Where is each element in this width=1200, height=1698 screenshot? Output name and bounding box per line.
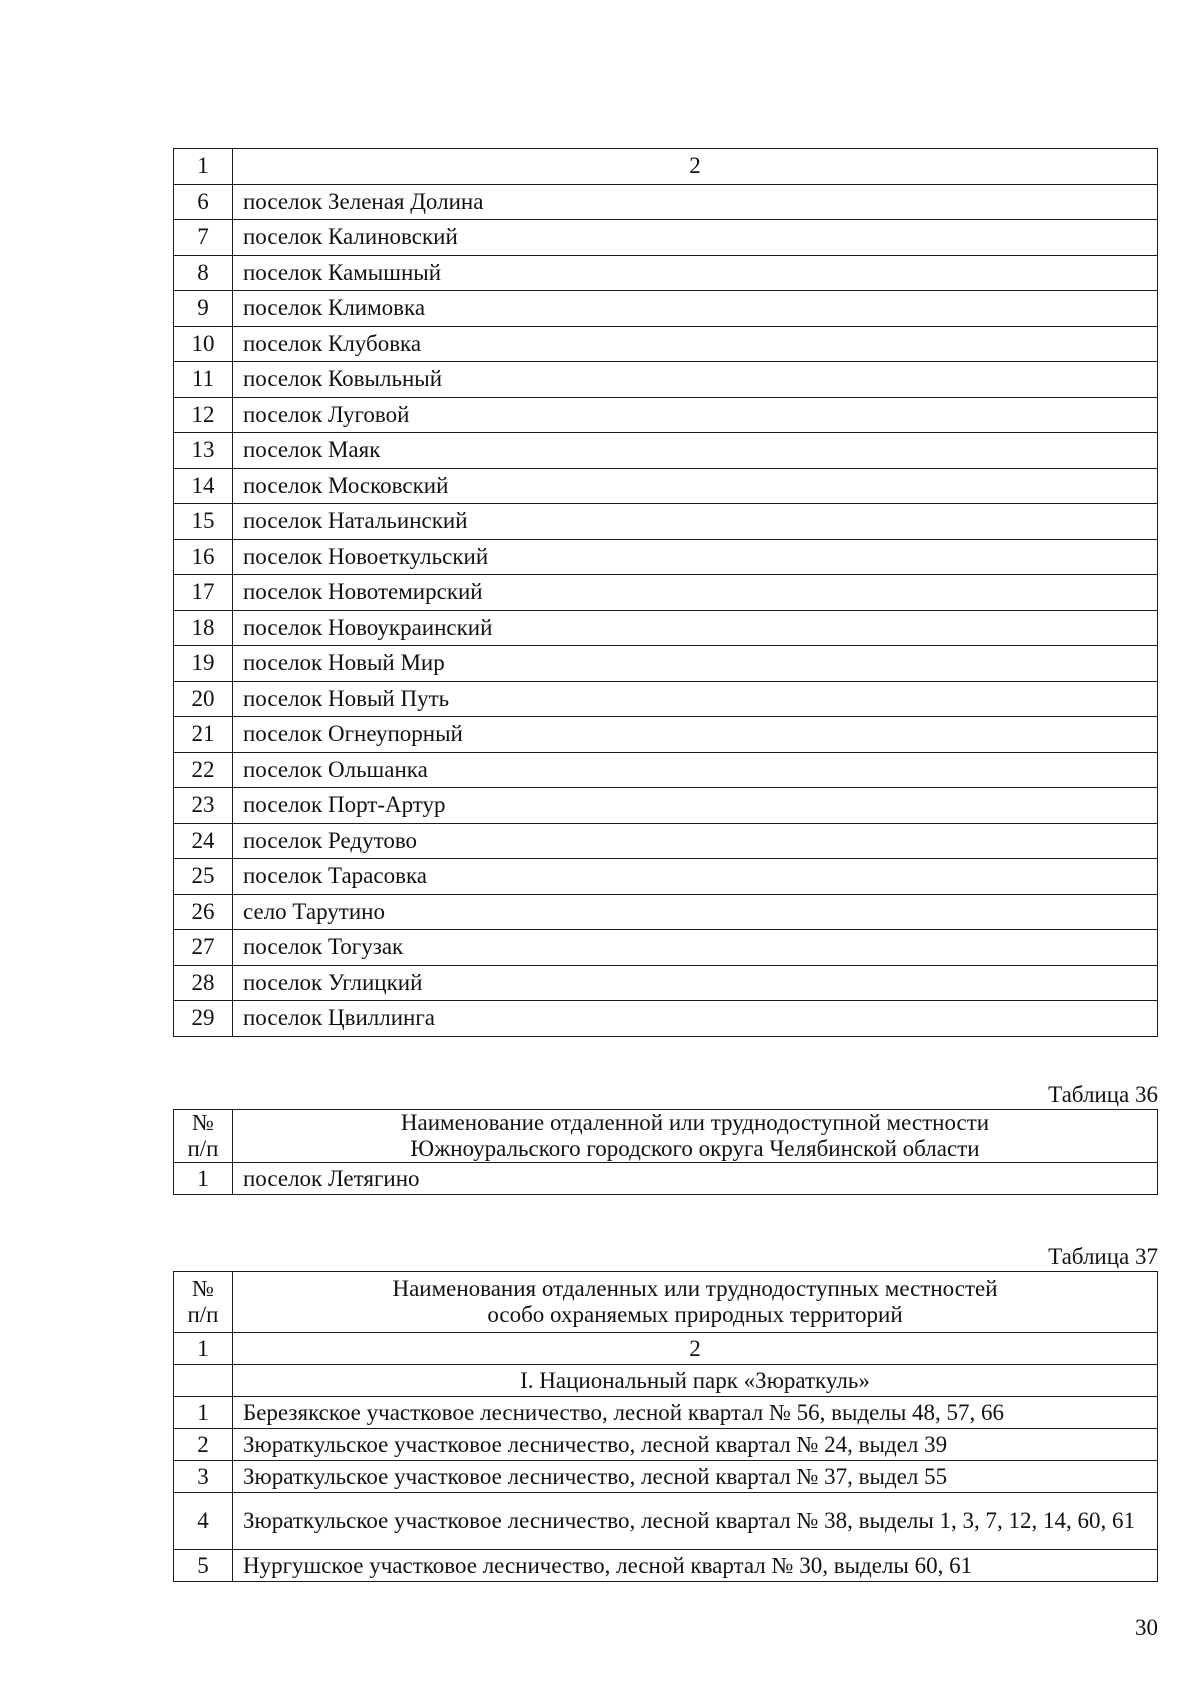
table-row [174,1429,1158,1461]
section-row [174,1365,1158,1397]
row-name: поселок Натальинский [233,504,1158,540]
table-37-caption: Таблица 37 [1048,1244,1158,1269]
row-name: поселок Углицкий [233,965,1158,1001]
row-name: поселок Ковыльный [233,362,1158,398]
table-row [174,362,1158,398]
table-row [174,610,1158,646]
row-name: Березякское участковое лесничество, лесной квартал № 56, выделы 48, 57, 66 [233,1397,1158,1429]
row-name: поселок Камышный [233,255,1158,291]
header-number-cell [174,1110,233,1163]
row-name: поселок Луговой [233,397,1158,433]
header-title-line-1: Наименование отдаленной или труднодоступной местности [400,1110,990,1135]
row-number: 29 [174,1001,233,1037]
row-number: 27 [174,930,233,966]
row-number: 28 [174,965,233,1001]
row-number: 15 [174,504,233,540]
table-row [174,1001,1158,1037]
header-number-cell [174,1272,233,1333]
table-row [174,894,1158,930]
row-name: поселок Новотемирский [233,575,1158,611]
row-number: 4 [174,1493,233,1550]
row-number: 14 [174,468,233,504]
table-row [174,930,1158,966]
table-header-row [174,149,1158,185]
header-title-line-1: Наименования отдаленных или труднодоступных местностей [392,1276,998,1301]
section-title: I. Национальный парк «Зюраткуль» [233,1365,1158,1397]
row-number: 3 [174,1461,233,1493]
table-row [174,965,1158,1001]
header-num-symbol: № [192,1110,214,1135]
row-number: 20 [174,681,233,717]
table-row [174,255,1158,291]
row-name: поселок Калиновский [233,220,1158,256]
column-index-2: 2 [233,1333,1158,1365]
row-number: 2 [174,1429,233,1461]
row-name: поселок Климовка [233,291,1158,327]
header-num-symbol: № [192,1276,214,1301]
page-number: 30 [1135,1615,1158,1640]
table-row [174,397,1158,433]
table-row [174,326,1158,362]
row-number: 11 [174,362,233,398]
column-index-2: 2 [233,149,1158,185]
row-number: 22 [174,752,233,788]
table-row [174,575,1158,611]
row-number: 1 [174,1163,233,1195]
header-title-cell [233,1110,1158,1163]
header-title-line-2: особо охраняемых природных территорий [487,1302,903,1327]
row-number: 7 [174,220,233,256]
table-row [174,788,1158,824]
table-row [174,752,1158,788]
table-row [174,646,1158,682]
table-row [174,823,1158,859]
row-number: 25 [174,859,233,895]
row-number: 24 [174,823,233,859]
row-name: Нургушское участковое лесничество, лесной квартал № 30, выделы 60, 61 [233,1550,1158,1582]
table-row [174,184,1158,220]
row-number: 5 [174,1550,233,1582]
row-number: 1 [174,1397,233,1429]
table-header-row [174,1110,1158,1163]
row-name: поселок Ольшанка [233,752,1158,788]
table-row [174,291,1158,327]
row-name: село Тарутино [233,894,1158,930]
header-num-abbr: п/п [187,1302,219,1327]
table-row [174,1397,1158,1429]
row-number: 17 [174,575,233,611]
table-row [174,539,1158,575]
row-number: 6 [174,184,233,220]
row-name: поселок Тогузак [233,930,1158,966]
table-row [174,1550,1158,1582]
table-row [174,717,1158,753]
row-name: поселок Новый Мир [233,646,1158,682]
row-name: поселок Московский [233,468,1158,504]
row-name: поселок Маяк [233,433,1158,469]
row-name: поселок Цвиллинга [233,1001,1158,1037]
table-row [174,504,1158,540]
table-row [174,220,1158,256]
row-name: Зюраткульское участковое лесничество, лесной квартал № 38, выделы 1, 3, 7, 12, 14, 60, 61 [233,1493,1158,1550]
row-number: 18 [174,610,233,646]
table-row [174,468,1158,504]
row-number: 23 [174,788,233,824]
row-name: поселок Летягино [233,1163,1158,1195]
row-name: Зюраткульское участковое лесничество, лесной квартал № 37, выдел 55 [233,1461,1158,1493]
table-36 [173,1109,1158,1195]
table-row [174,1493,1158,1550]
row-number: 9 [174,291,233,327]
row-number: 16 [174,539,233,575]
row-name: поселок Тарасовка [233,859,1158,895]
table-row [174,433,1158,469]
row-number: 19 [174,646,233,682]
row-name: Зюраткульское участковое лесничество, лесной квартал № 24, выдел 39 [233,1429,1158,1461]
row-name: поселок Клубовка [233,326,1158,362]
header-title-line-2: Южноуральского городского округа Челябинской области [410,1136,980,1161]
row-name: поселок Огнеупорный [233,717,1158,753]
row-number: 8 [174,255,233,291]
table-37 [173,1271,1158,1582]
table-36-caption: Таблица 36 [1048,1082,1158,1107]
row-name: поселок Зеленая Долина [233,184,1158,220]
row-name: поселок Новоеткульский [233,539,1158,575]
row-number: 21 [174,717,233,753]
header-title-cell [233,1272,1158,1333]
section-empty-cell [174,1365,233,1397]
column-index-1: 1 [174,149,233,185]
row-name: поселок Порт-Артур [233,788,1158,824]
row-name: поселок Новоукраинский [233,610,1158,646]
row-number: 13 [174,433,233,469]
row-number: 26 [174,894,233,930]
table-row [174,859,1158,895]
row-number: 12 [174,397,233,433]
table-index-row [174,1333,1158,1365]
settlements-table-continued [173,148,1158,1037]
row-number: 10 [174,326,233,362]
column-index-1: 1 [174,1333,233,1365]
header-num-abbr: п/п [187,1136,219,1161]
row-name: поселок Новый Путь [233,681,1158,717]
table-row [174,681,1158,717]
table-header-row [174,1272,1158,1333]
row-name: поселок Редутово [233,823,1158,859]
table-row [174,1461,1158,1493]
table-row [174,1163,1158,1195]
